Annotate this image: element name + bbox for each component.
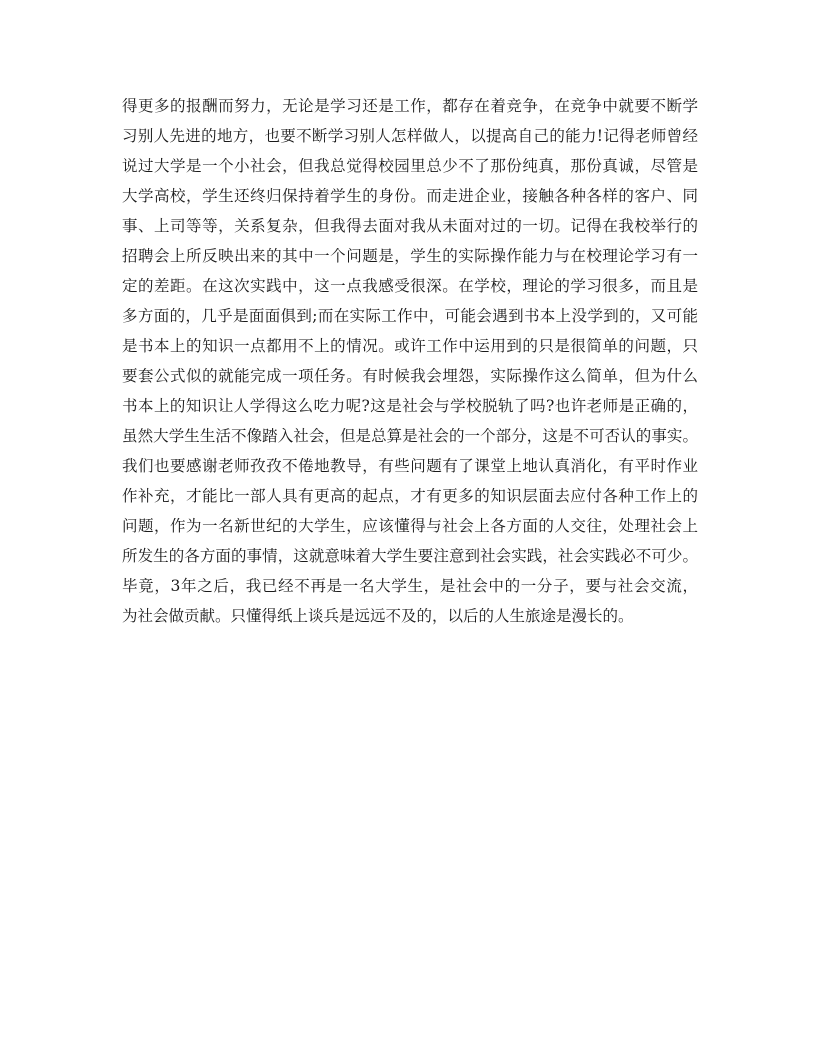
text-line: 定的差距。在这次实践中，这一点我感受很深。在学校，理论的学习很多，而且是: [122, 277, 698, 295]
text-line: 毕竟，3年之后，我已经不再是一名大学生，是社会中的一分子，要与社会交流，: [122, 577, 698, 595]
text-line: 作补充，才能比一部人具有更高的起点，才有更多的知识层面去应付各种工作上的: [122, 487, 698, 505]
text-line: 大学高校，学生还终归保持着学生的身份。而走进企业，接触各种各样的客户、同: [122, 187, 698, 205]
text-line: 要套公式似的就能完成一项任务。有时候我会埋怨，实际操作这么简单，但为什么: [122, 367, 698, 385]
text-line: 书本上的知识让人学得这么吃力呢?这是社会与学校脱轨了吗?也许老师是正确的，: [122, 397, 698, 415]
text-line: 我们也要感谢老师孜孜不倦地教导，有些问题有了课堂上地认真消化，有平时作业: [122, 457, 698, 475]
text-line: 得更多的报酬而努力，无论是学习还是工作，都存在着竞争，在竞争中就要不断学: [122, 97, 698, 115]
text-line: 说过大学是一个小社会，但我总觉得校园里总少不了那份纯真，那份真诚，尽管是: [122, 157, 698, 175]
text-line: 多方面的，几乎是面面俱到;而在实际工作中，可能会遇到书本上没学到的，又可能: [122, 307, 698, 325]
text-line: 是书本上的知识一点都用不上的情况。或许工作中运用到的只是很简单的问题，只: [122, 337, 698, 355]
text-line: 虽然大学生生活不像踏入社会，但是总算是社会的一个部分，这是不可否认的事实。: [122, 427, 698, 445]
text-line: 所发生的各方面的事情，这就意味着大学生要注意到社会实践，社会实践必不可少。: [122, 547, 698, 565]
text-line: 为社会做贡献。只懂得纸上谈兵是远远不及的，以后的人生旅途是漫长的。: [122, 607, 634, 625]
text-line: 招聘会上所反映出来的其中一个问题是，学生的实际操作能力与在校理论学习有一: [122, 247, 698, 265]
text-line: 问题，作为一名新世纪的大学生，应该懂得与社会上各方面的人交往，处理社会上: [122, 517, 698, 535]
text-line: 习别人先进的地方，也要不断学习别人怎样做人，以提高自己的能力!记得老师曾经: [122, 127, 698, 145]
text-line: 事、上司等等，关系复杂，但我得去面对我从未面对过的一切。记得在我校举行的: [122, 217, 698, 235]
